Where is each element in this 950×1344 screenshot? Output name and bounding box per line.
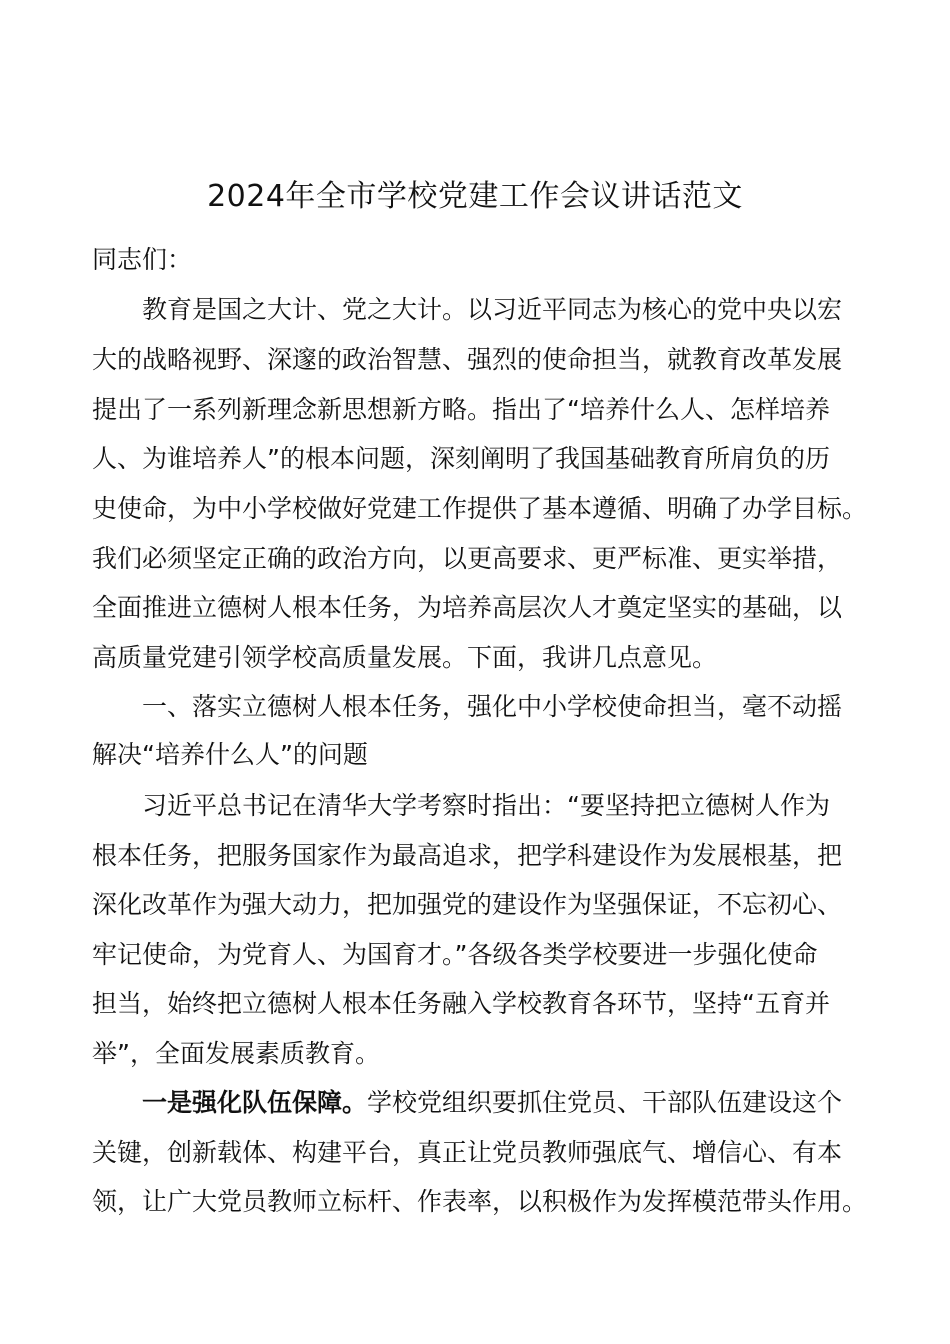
body-line: 习近平总书记在清华大学考察时指出：“要坚持把立德树人作为 [142,791,830,820]
body-line: 提出了一系列新理念新思想新方略。指出了“培养什么人、怎样培养 [92,395,830,424]
salutation-line: 同志们： [92,245,193,274]
body-line [142,1086,842,1120]
body-line: 深化改革作为强大动力，把加强党的建设作为坚强保证，不忘初心、 [92,890,843,919]
point-text: 学校党组织要抓住党员、干部队伍建设这个 [367,1088,843,1117]
point-heading: 一是强化队伍保障。 [142,1088,368,1117]
body-line: 牢记使命，为党育人、为国育才。”各级各类学校要进一步强化使命 [92,940,818,969]
body-line: 关键，创新载体、构建平台，真正让党员教师强底气、增信心、有本 [92,1138,843,1167]
body-line: 人、为谁培养人”的根本问题，深刻阐明了我国基础教育所肩负的历 [92,444,830,473]
body-line: 举”，全面发展素质教育。 [92,1039,380,1068]
body-line: 担当，始终把立德树人根本任务融入学校教育各环节，坚持“五育并 [92,989,830,1018]
body-line: 史使命，为中小学校做好党建工作提供了基本遵循、明确了办学目标。 [92,494,868,523]
body-line: 根本任务，把服务国家作为最高追求，把学科建设作为发展根基，把 [92,841,843,870]
body-line: 大的战略视野、深邃的政治智慧、强烈的使命担当，就教育改革发展 [92,345,843,374]
section-heading-line: 一、落实立德树人根本任务，强化中小学校使命担当，毫不动摇 [142,692,843,721]
body-line: 我们必须坚定正确的政治方向，以更高要求、更严标准、更实举措， [92,544,843,573]
body-line: 教育是国之大计、党之大计。以习近平同志为核心的党中央以宏 [142,295,843,324]
document-title: 2024年全市学校党建工作会议讲话范文 [207,179,743,214]
body-line: 全面推进立德树人根本任务，为培养高层次人才奠定坚实的基础，以 [92,593,843,622]
body-line: 高质量党建引领学校高质量发展。下面，我讲几点意见。 [92,643,718,672]
section-heading-line: 解决“培养什么人”的问题 [92,740,368,769]
body-line: 领，让广大党员教师立标杆、作表率，以积极作为发挥模范带头作用。 [92,1187,868,1216]
